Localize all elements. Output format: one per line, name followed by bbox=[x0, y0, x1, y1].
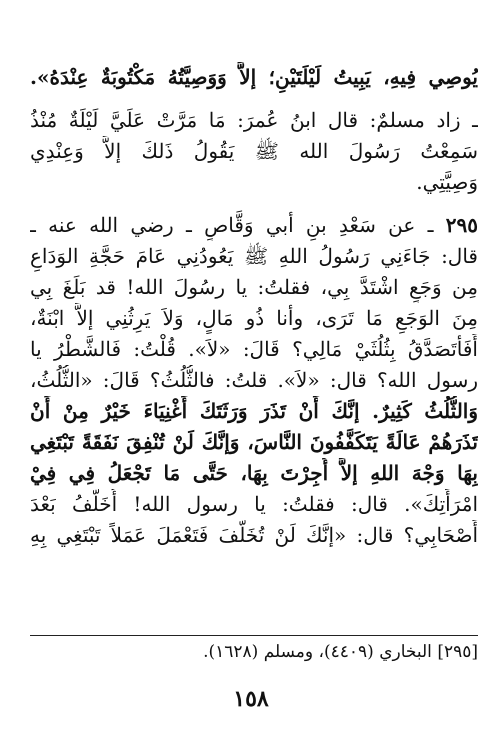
text-line: رسول الله؟ قال: «لاَ». قلتُ: فالثُّلُثُ؟ قَالَ: «الثُّلُثُ، bbox=[30, 368, 478, 392]
hadith-number: ٢٩٥ bbox=[445, 213, 478, 237]
page-number: ١٥٨ bbox=[233, 686, 269, 712]
footnote-divider bbox=[30, 635, 478, 636]
text-line: بِهَا وَجْهَ اللهِ إلاَّ أُجِرْتَ بِهَا، حَتَّى مَا تَجْعَلُ فِي فِيْ bbox=[30, 461, 478, 485]
text-line: تَذَرَهُمْ عَالَةً يَتَكَفَّفُونَ النَّاسَ، وَإنَّكَ لَنْ تُنْفِقَ نَفَقَةً تَبْتَغِي bbox=[30, 430, 478, 454]
page-body bbox=[30, 62, 478, 551]
hadith-heading-line bbox=[30, 210, 478, 241]
text-line: مِن وَجَعٍ اشْتَدَّ بِي، فقلتُ: يا رسُولَ الله! قد بَلَغَ بِي bbox=[30, 275, 478, 299]
text-line: ـ زاد مسلمٌ: قال ابنُ عُمرَ: مَا مَرَّتْ عَلَيَّ لَيْلَةٌ مُنْذُ bbox=[30, 108, 478, 132]
text-line: يُوصِي فِيهِ، يَبِيتُ لَيْلَتَيْنِ؛ إلاَّ وَوَصِيَّتُهُ مَكْتُوبَةٌ عِنْدَهُ». bbox=[30, 65, 478, 89]
text-line: أَفَأَتَصَدَّقُ بِثُلُثَيْ مَالِي؟ قَالَ: «لاَ». قُلْتُ: فَالشَّطْرُ يا bbox=[30, 337, 478, 361]
text-line: قال: جَاءَنِي رَسُولُ اللهِ ﷺ يَعُودُنِي عَامَ حَجَّةِ الوَدَاعِ bbox=[30, 244, 478, 268]
footnote: [٢٩٥] البخاري (٤٤٠٩)، ومسلم (١٦٢٨). bbox=[203, 642, 478, 662]
text-line: وَالثُّلُثُ كَثِيرٌ. إنَّكَ أَنْ تَذَرَ وَرَثَتَكَ أَغْنِيَاءَ خَيْرٌ مِنْ أَنْ bbox=[30, 399, 478, 423]
text-line: امْرَأَتِكَ». قال: فقلتُ: يا رسول الله! أُخَلَّفُ بَعْدَ bbox=[30, 492, 478, 516]
text-line: مِنَ الوَجَعِ مَا تَرَى، وأنا ذُو مَالٍ، وَلاَ يَرِثُنِي إلاَّ ابْنَةٌ، bbox=[30, 306, 478, 330]
hadith-narrator: ـ عن سَعْدِ بنِ أبي وَقَّاصٍ ـ رضي الله عنه ـ bbox=[30, 213, 434, 237]
text-line: أَصْحَابِي؟ قال: «إنَّكَ لَنْ تُخَلَّفَ فَتَعْمَلَ عَمَلاً تَبْتَغِي بِهِ bbox=[30, 523, 478, 547]
text-line: سَمِعْتُ رَسُولَ الله ﷺ يَقُولُ ذَلكَ إلاَّ وَعِنْدِي bbox=[30, 139, 478, 163]
text-line: وَصِيَّتِي. bbox=[416, 170, 478, 194]
